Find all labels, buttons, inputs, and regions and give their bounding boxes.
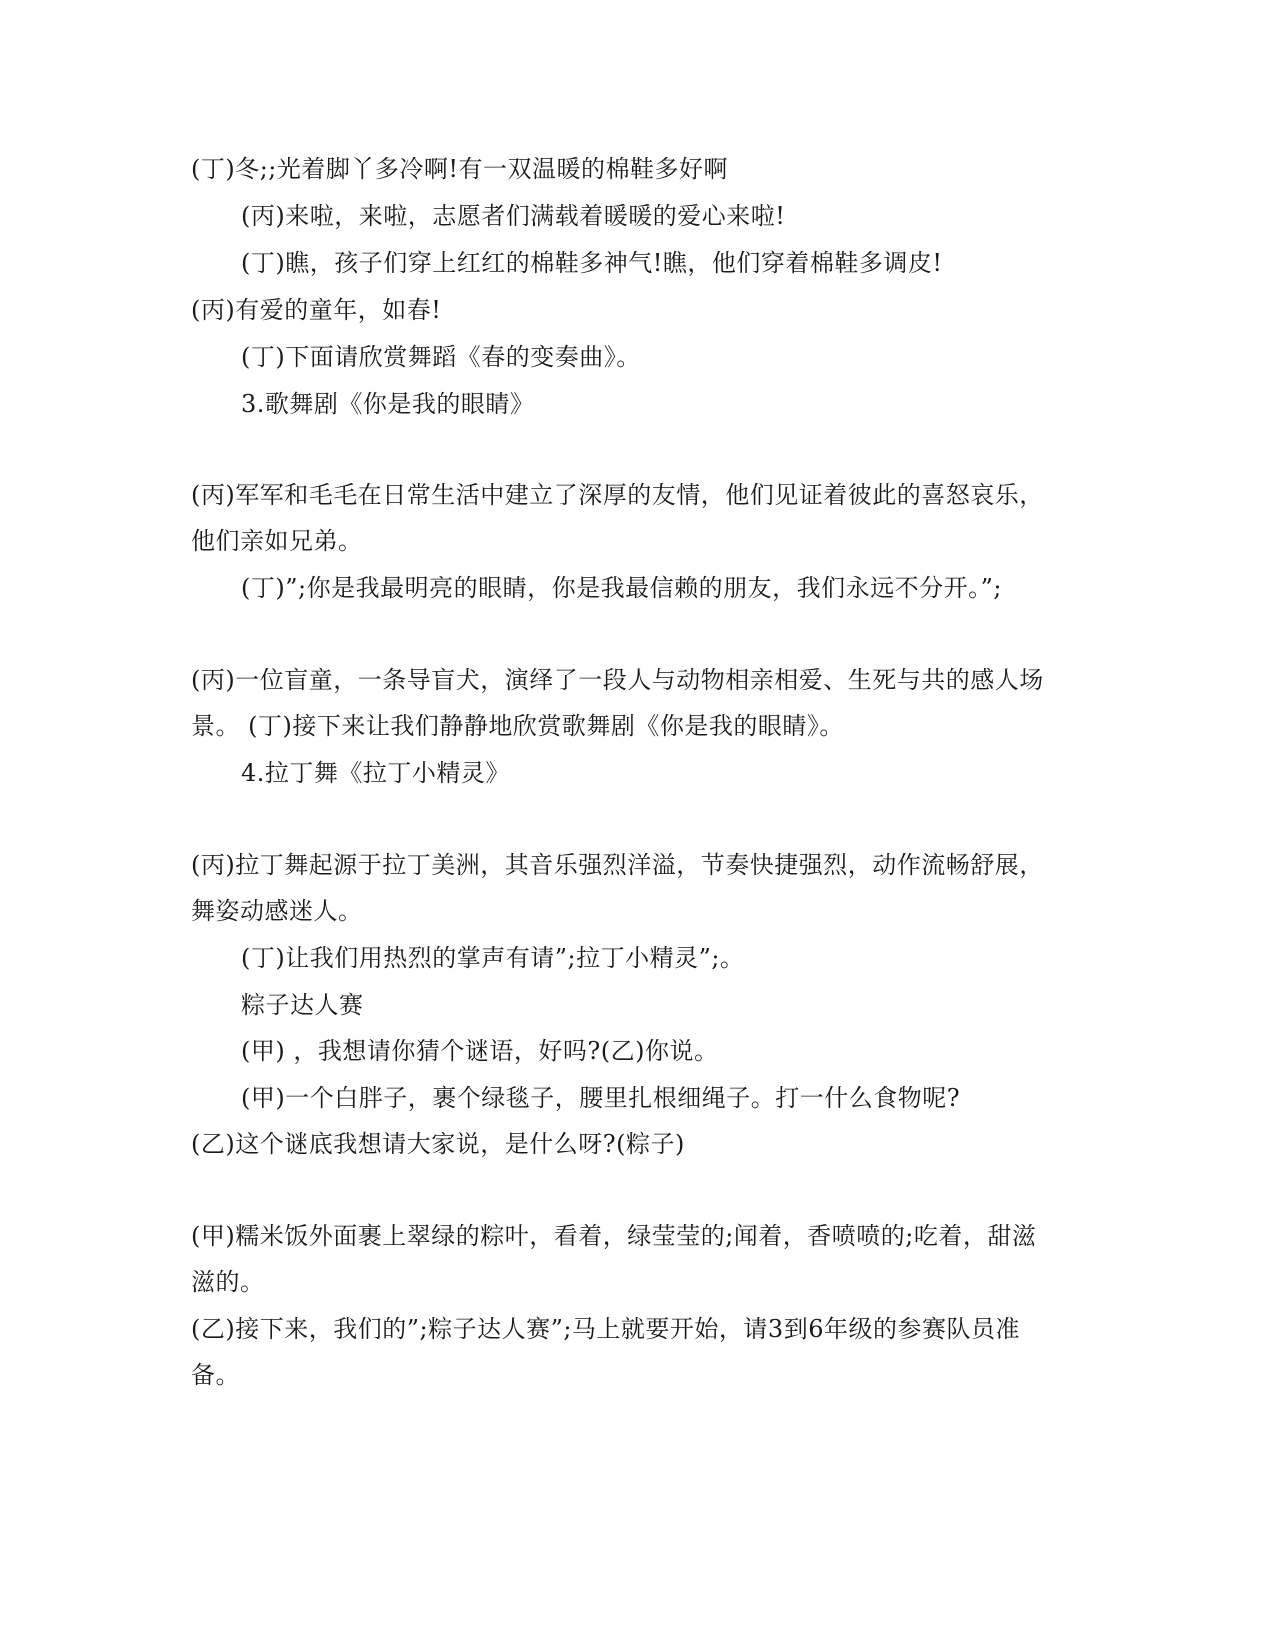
text-line: (丁)下面请欣赏舞蹈《春的变奏曲》。 — [241, 343, 641, 371]
text-line: (甲)一个白胖子，裹个绿毯子，腰里扎根细绳子。打一什么食物呢? — [241, 1084, 961, 1112]
text-line: (丁)让我们用热烈的掌声有请”;拉丁小精灵”;。 — [241, 944, 745, 972]
section-heading: 粽子达人赛 — [241, 991, 364, 1019]
text-line: (丙)拉丁舞起源于拉丁美洲，其音乐强烈洋溢，节奏快捷强烈，动作流畅舒展， — [191, 851, 1044, 879]
text-line: (丁)冬;;光着脚丫多冷啊!有一双温暖的棉鞋多好啊 — [191, 155, 729, 183]
text-line: (乙)这个谜底我想请大家说，是什么呀?(粽子) — [191, 1130, 685, 1158]
text-line: (甲)糯米饭外面裹上翠绿的粽叶，看着，绿莹莹的;闻着，香喷喷的;吃着，甜滋 — [191, 1222, 1037, 1250]
text-line: 景。 (丁)接下来让我们静静地欣赏歌舞剧《你是我的眼睛》。 — [191, 712, 844, 740]
text-line: (丁)瞧，孩子们穿上红红的棉鞋多神气!瞧，他们穿着棉鞋多调皮! — [241, 249, 943, 277]
text-line: 他们亲如兄弟。 — [191, 527, 363, 555]
text-line: (丙)来啦，来啦，志愿者们满载着暖暖的爱心来啦! — [241, 202, 786, 230]
text-line: (丙)军军和毛毛在日常生活中建立了深厚的友情，他们见证着彼此的喜怒哀乐， — [191, 481, 1044, 509]
section-heading: 3.歌舞剧《你是我的眼睛》 — [241, 390, 535, 418]
text-line: (丁)”;你是我最明亮的眼睛，你是我最信赖的朋友，我们永远不分开。”; — [241, 574, 1002, 602]
text-line: (丙)有爱的童年，如春! — [191, 296, 442, 324]
section-heading: 4.拉丁舞《拉丁小精灵》 — [241, 759, 510, 787]
text-line: (乙)接下来，我们的”;粽子达人赛”;马上就要开始，请3到6年级的参赛队员准 — [191, 1315, 1020, 1343]
text-line: 舞姿动感迷人。 — [191, 897, 363, 925]
text-line: (丙)一位盲童，一条导盲犬，演绎了一段人与动物相亲相爱、生死与共的感人场 — [191, 666, 1044, 694]
text-line: 备。 — [191, 1361, 240, 1389]
text-line: 滋的。 — [191, 1268, 265, 1296]
text-line: (甲) ，我想请你猜个谜语，好吗?(乙)你说。 — [241, 1037, 719, 1065]
